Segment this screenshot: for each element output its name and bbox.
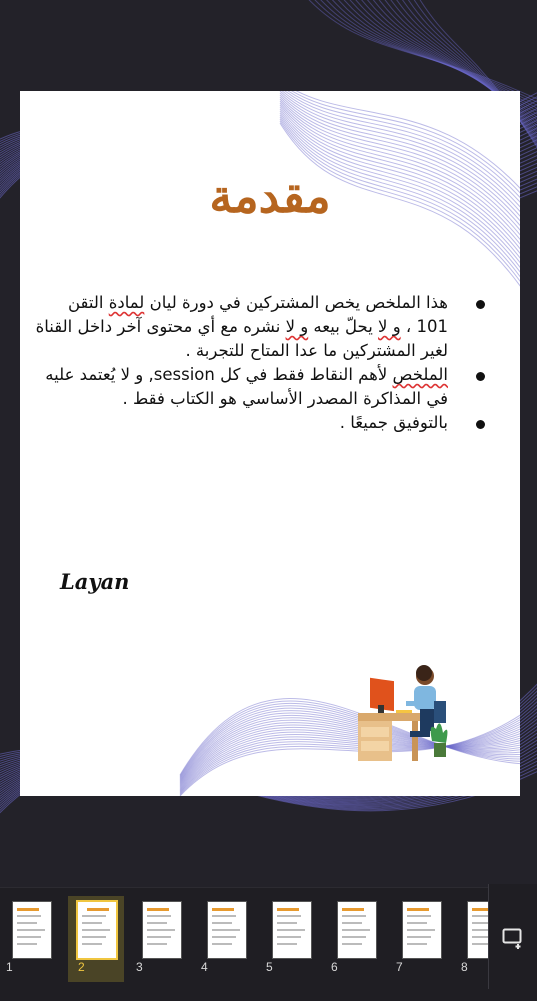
slide-2[interactable] xyxy=(20,91,520,796)
bullet-text: بالتوفيق جميعًا . xyxy=(339,413,448,432)
slide-thumbnail[interactable] xyxy=(263,896,319,982)
bullet-text: يحلّ بيعه xyxy=(308,317,379,336)
new-slide-button[interactable] xyxy=(488,884,537,989)
bullet-text: لأهم النقاط فقط في كل session, و لا يُعتمد عليه في المذاكرة المصدر الأساسي هو الكتاب فقط . xyxy=(45,365,448,408)
bullet-item[interactable] xyxy=(33,411,488,435)
thumbnail-number: 3 xyxy=(136,960,143,974)
thumbnail-number: 6 xyxy=(331,960,338,974)
slide-thumbnail[interactable] xyxy=(133,896,189,982)
spellcheck-flagged-word: و لا xyxy=(378,317,401,336)
spellcheck-flagged-word: الملخص xyxy=(392,365,448,384)
slide-thumbnail[interactable] xyxy=(328,896,384,982)
bullet-dot xyxy=(476,420,485,429)
thumbnail-preview xyxy=(272,901,312,959)
bullet-item[interactable] xyxy=(33,363,488,411)
thumbnail-preview xyxy=(142,901,182,959)
thumbnail-number: 5 xyxy=(266,960,273,974)
signature: Layan xyxy=(60,569,130,594)
bullet-dot xyxy=(476,300,485,309)
thumbnail-number: 1 xyxy=(6,960,13,974)
add-slide-icon xyxy=(502,927,526,949)
thumbnail-preview xyxy=(12,901,52,959)
thumbnail-preview xyxy=(207,901,247,959)
slide-thumbnail[interactable] xyxy=(393,896,449,982)
person-at-desk-illustration xyxy=(350,661,465,776)
bullet-item[interactable] xyxy=(33,291,488,363)
thumbnail-preview xyxy=(337,901,377,959)
thumbnail-preview xyxy=(76,900,118,960)
slide-thumbnail-strip[interactable] xyxy=(0,887,537,1001)
thumbnail-number: 4 xyxy=(201,960,208,974)
thumbnail-number: 7 xyxy=(396,960,403,974)
thumbnail-number: 8 xyxy=(461,960,468,974)
spellcheck-flagged-word: لمادة xyxy=(108,293,145,312)
bullet-dot xyxy=(476,372,485,381)
slide-thumbnail[interactable] xyxy=(198,896,254,982)
spellcheck-flagged-word: و لا xyxy=(285,317,309,336)
bullet-text: التقن 101 ، xyxy=(67,293,448,336)
slide-thumbnail[interactable] xyxy=(68,896,124,982)
bullet-list[interactable] xyxy=(33,291,488,435)
bullet-text: هذا الملخص يخص المشتركين في دورة ليان xyxy=(144,293,448,312)
thumbnail-preview xyxy=(402,901,442,959)
slide-thumbnail[interactable] xyxy=(3,896,59,982)
thumbnail-number: 2 xyxy=(78,960,85,974)
bullet-text: نشره مع أي محتوى آخر داخل القناة لغير المشتركين ما عدا المتاح للتجربة . xyxy=(35,317,448,360)
slide-title[interactable]: مقدمة xyxy=(209,169,331,223)
